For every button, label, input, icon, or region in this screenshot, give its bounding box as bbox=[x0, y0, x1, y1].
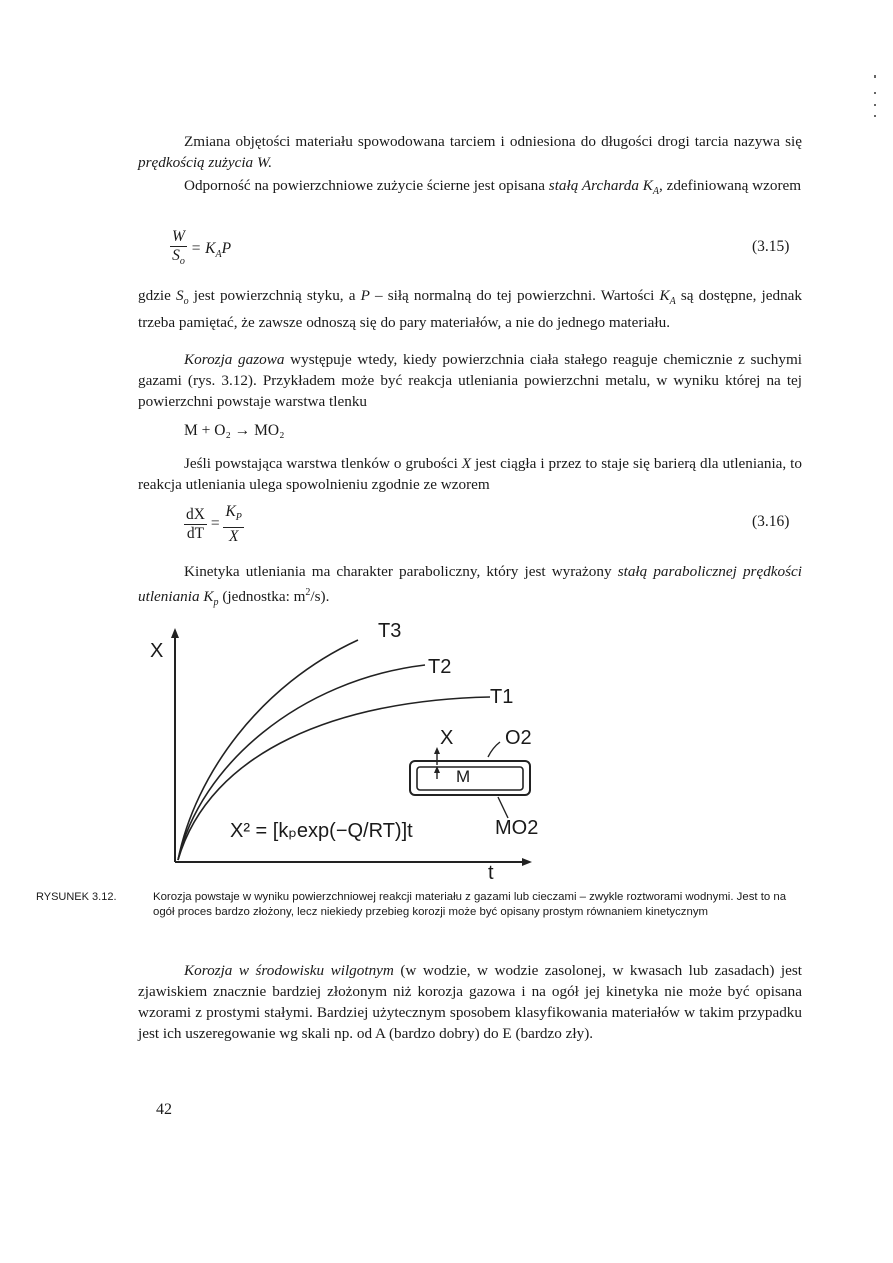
paragraph-wear-rate: Zmiana objętości materiału spowodowana tarciem i odniesiona do długości drogi tarcia nazywa się prędkością zużycia W. bbox=[138, 133, 802, 171]
x-axis-label: t bbox=[488, 862, 494, 884]
page-number: 42 bbox=[156, 1101, 172, 1118]
equation-3-15: $\frac{W}{S_o}$ = $K_AP$ bbox=[172, 228, 232, 268]
figure-caption-text: Korozja powstaje w wyniku powierzchniowej reakcji materiału z gazami lub cieczami – zwykle roztworami wodnymi. Jest to na ogół proces bardzo złożony, lecz niekiedy przebieg korozji może być opisany prostym równaniem kinetycznym bbox=[153, 891, 787, 918]
edge-mark bbox=[874, 75, 876, 78]
curve-label-t1: T1 bbox=[490, 686, 514, 708]
y-axis-label: X bbox=[150, 640, 164, 662]
o2-arrow bbox=[488, 742, 500, 757]
paragraph-gas-corrosion: Korozja gazowa występuje wtedy, kiedy powierzchnia ciała stałego reaguje chemicznie z suchymi gazami (rys. 3.12). Przykładem może być reakcja utleniania powierzchni metalu, w wyniku której na tej powierzchni powstaje warstwa tlenku bbox=[138, 351, 802, 410]
edge-mark bbox=[874, 115, 876, 117]
inset-x-label: X bbox=[440, 727, 454, 749]
paragraph-contact-surface: gdzie $S_o$ jest powierzchnią styku, a P – siłą normalną do tej powierzchni. Wartości $K_A$ są dostępne, jednak trzeba pamiętać, że zawsze odnoszą się do pary materiałów, a nie do jednego materiału. bbox=[138, 287, 802, 332]
equation-3-16: $\frac{dX}{dT}$ = $\frac{K_P}{X}$ bbox=[186, 503, 242, 546]
paragraph-archard: Odporność na powierzchniowe zużycie ścierne jest opisana stałą Archarda $K_A$, zdefiniowaną wzorem bbox=[184, 177, 802, 198]
paragraph-parabolic-kinetics: Kinetyka utleniania ma charakter paraboliczny, który jest wyrażony stałą parabolicznej prędkości utleniania $K_p$ (jednostka: $m^2/s$). bbox=[138, 563, 802, 609]
inset-o2-label: O2 bbox=[505, 727, 532, 749]
edge-mark bbox=[874, 104, 876, 106]
figure-caption-label: RYSUNEK 3.12. bbox=[36, 891, 117, 903]
equation-number-3-15: (3.15) bbox=[752, 238, 790, 255]
inset-metal-label: M bbox=[456, 767, 471, 786]
paragraph-wet-corrosion: Korozja w środowisku wilgotnym (w wodzie, w wodzie zasolonej, w kwasach lub zasadach) jest zjawiskiem znacznie bardziej złożonym niż korozja gazowa i na ogół jej kinetyka nie może być opisana wzorami z prostymi stałymi. Bardziej użytecznym sposobem klasyfikowania materiałów w takim przypadku jest ich uszeregowanie wg skali np. od A (bardzo dobry) do E (bardzo zły). bbox=[138, 962, 802, 1042]
x-axis-arrow bbox=[522, 858, 532, 866]
curve-label-t2: T2 bbox=[428, 656, 452, 678]
paragraph-oxide-layer: Jeśli powstająca warstwa tlenków o grubości X jest ciągła i przez to staje się barierą dla utleniania, to reakcja utleniania ulega spowolnieniu zgodnie ze wzorem bbox=[138, 455, 802, 493]
curve-label-t3: T3 bbox=[378, 620, 402, 642]
reaction-equation: M + O₂ → MO₂ bbox=[184, 422, 285, 439]
inset-mo2-label: MO2 bbox=[495, 817, 539, 839]
edge-mark bbox=[874, 92, 876, 94]
corrosion-figure bbox=[140, 615, 560, 885]
y-axis-arrow bbox=[171, 628, 179, 638]
kinetic-equation: X² = [kₚexp(−Q/RT)]t bbox=[230, 820, 413, 842]
equation-number-3-16: (3.16) bbox=[752, 513, 790, 530]
mo2-pointer bbox=[498, 797, 508, 818]
